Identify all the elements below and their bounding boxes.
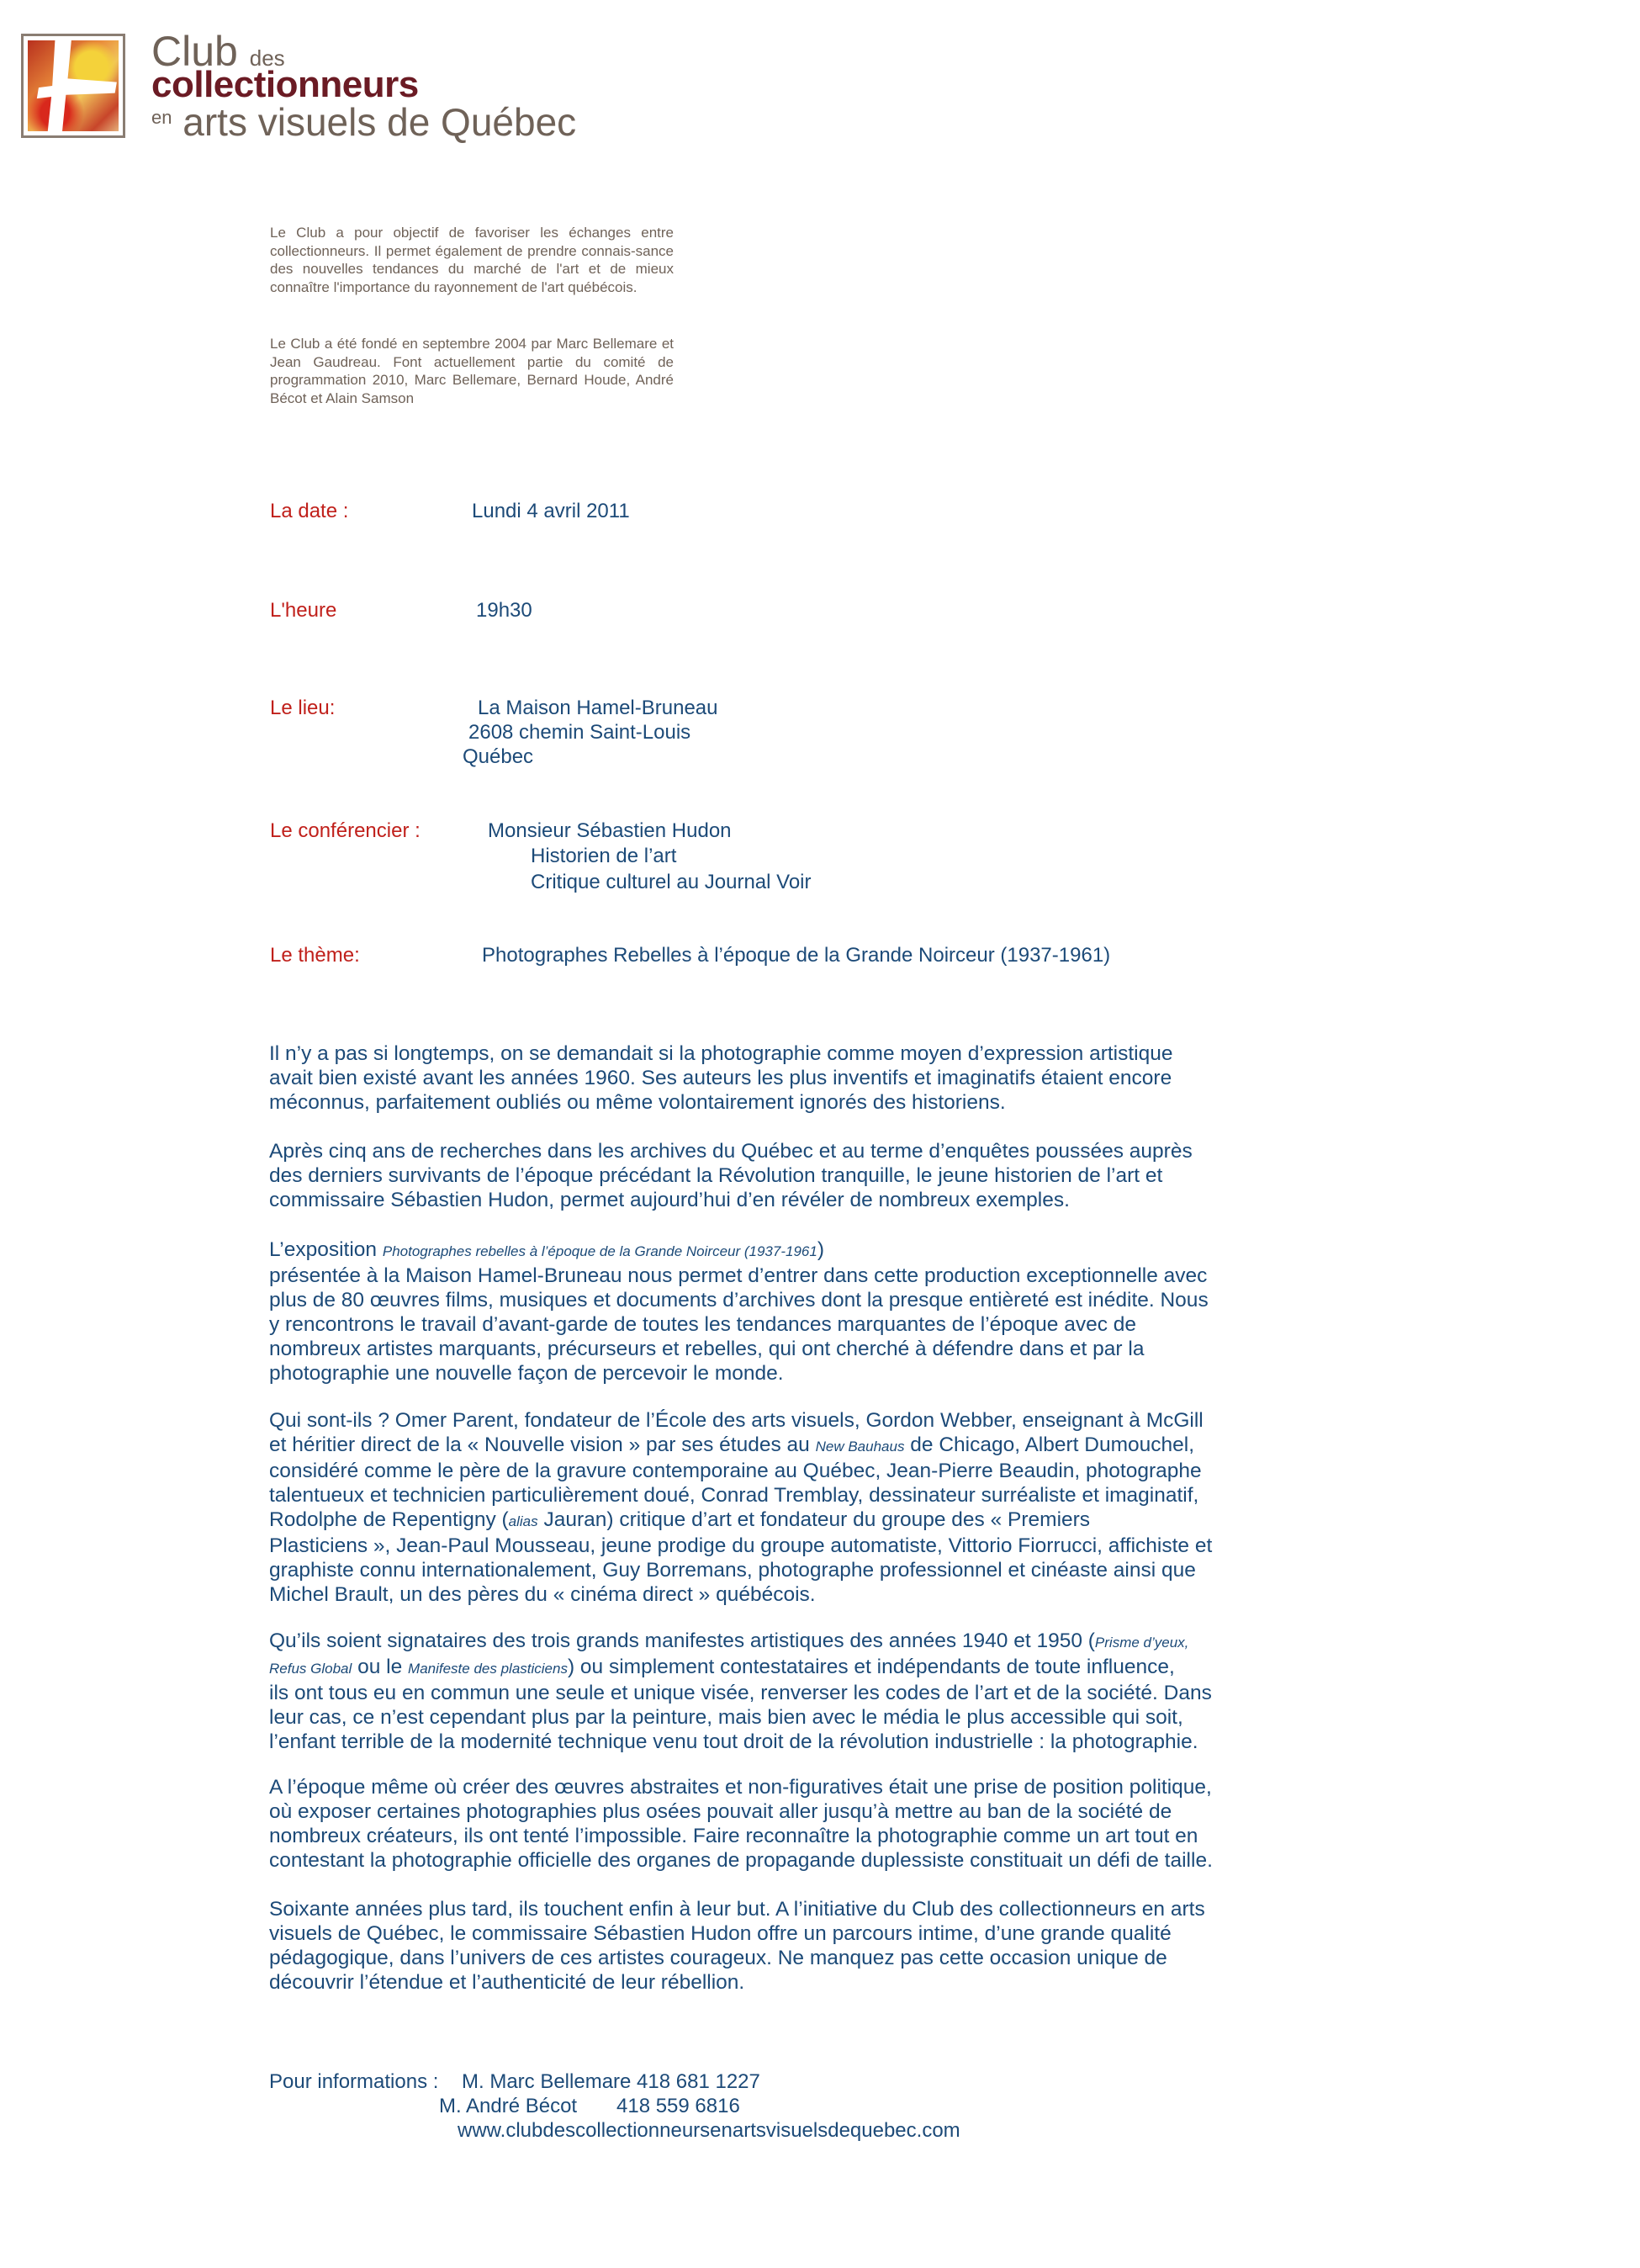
date-label: La date : <box>270 500 349 522</box>
paragraph-line <box>269 1508 1212 1534</box>
text-run: commissaire Sébastien Hudon, permet aujourd’hui d’en révéler de nombreux exemples. <box>269 1189 1070 1211</box>
body-paragraph <box>269 1408 1212 1607</box>
paragraph-line <box>269 1775 1213 1799</box>
paragraph-line <box>269 1163 1193 1188</box>
place-line: Québec <box>463 745 534 768</box>
speaker-line: Monsieur Sébastien Hudon <box>488 819 732 842</box>
paragraph-line <box>269 1655 1212 1681</box>
body-paragraph <box>269 1237 1209 1386</box>
paragraph-line <box>269 1848 1213 1873</box>
text-run: ou le <box>352 1656 409 1678</box>
logo-text-arts-visuels: $^{en}$ arts visuels de Québec <box>151 100 577 144</box>
body-paragraph <box>269 1041 1173 1115</box>
paragraph-line <box>269 1730 1212 1754</box>
text-run: pédagogique, dans l’univers de ces artistes courageux. Ne manquez pas cette occasion unique de <box>269 1947 1167 1969</box>
text-run: nombreux artistes marquants, précurseurs et rebelles, qui ont cherché à défendre dans et par la <box>269 1338 1145 1360</box>
paragraph-line <box>269 1946 1205 1970</box>
text-run: de Chicago, Albert Dumouchel, <box>904 1433 1195 1456</box>
contact-becot-phone: 418 559 6816 <box>616 2095 740 2117</box>
text-run: Plasticiens », Jean-Paul Mousseau, jeune prodige du groupe automatiste, Vittorio Fiorrucci, affichiste et <box>269 1534 1213 1557</box>
text-run: considéré comme le père de la gravure contemporaine au Québec, Jean-Pierre Beaudin, photographe <box>269 1460 1202 1482</box>
paragraph-line <box>269 1921 1205 1946</box>
body-paragraph <box>269 1775 1213 1873</box>
paragraph-line <box>269 1681 1212 1705</box>
text-run: méconnus, parfaitement oubliés ou même volontairement ignorés des historiens. <box>269 1091 1006 1114</box>
text-run: Michel Brault, un des pères du « cinéma direct » québécois. <box>269 1583 816 1606</box>
theme-label: Le thème: <box>270 944 360 967</box>
paragraph-line <box>269 1041 1173 1066</box>
text-run: ) ou simplement contestataires et indépendants de toute influence, <box>567 1656 1175 1678</box>
text-run: Rodolphe de Repentigny ( <box>269 1508 509 1531</box>
paragraph-line <box>269 1433 1212 1459</box>
paragraph-line <box>269 1337 1209 1361</box>
paragraph-line <box>269 1534 1212 1558</box>
speaker-line: Critique culturel au Journal Voir <box>531 871 812 893</box>
text-run: Jauran) critique d’art et fondateur du groupe des « Premiers <box>537 1508 1091 1531</box>
italic-title-text: Refus Global <box>269 1661 352 1677</box>
time-label: L'heure <box>270 599 337 622</box>
text-run: Après cinq ans de recherches dans les archives du Québec et au terme d’enquêtes poussées auprès <box>269 1140 1193 1163</box>
body-paragraph <box>269 1629 1212 1754</box>
body-paragraph <box>269 1897 1205 1995</box>
italic-title-text: New Bauhaus <box>815 1439 905 1455</box>
date-value: Lundi 4 avril 2011 <box>472 500 630 522</box>
contact-label: Pour informations : <box>269 2070 439 2093</box>
text-run: leur cas, ce n’est cependant plus par la peinture, mais bien avec le média le plus accessible qui soit, <box>269 1706 1183 1729</box>
text-run: Qu’ils soient signataires des trois grands manifestes artistiques des années 1940 et 1950 ( <box>269 1629 1095 1652</box>
logo-artwork <box>28 40 119 131</box>
text-run: et héritier direct de la « Nouvelle vision » par ses études au <box>269 1433 816 1456</box>
paragraph-line <box>269 1066 1173 1090</box>
place-label: Le lieu: <box>270 697 336 719</box>
text-run: graphiste connu internationalement, Guy Borremans, photographe professionnel et cinéaste ainsi que <box>269 1559 1196 1582</box>
contact-bellemare: M. Marc Bellemare 418 681 1227 <box>462 2070 760 2093</box>
text-run: Qui sont-ils ? Omer Parent, fondateur de l’École des arts visuels, Gordon Webber, enseignant à McGill <box>269 1409 1204 1432</box>
paragraph-line <box>269 1288 1209 1312</box>
theme-value: Photographes Rebelles à l’époque de la Grande Noirceur (1937-1961) <box>482 944 1111 967</box>
club-logo-mark <box>21 34 125 138</box>
italic-title-text: Manifeste des plasticiens <box>408 1661 568 1677</box>
paragraph-line <box>269 1139 1193 1163</box>
paragraph-line <box>269 1705 1212 1730</box>
text-run: plus de 80 œuvres films, musiques et documents d’archives dont la presque entièreté est inédite. Nous <box>269 1289 1209 1312</box>
text-run: Soixante années plus tard, ils touchent enfin à leur but. A l’initiative du Club des collectionneurs en arts <box>269 1898 1205 1921</box>
paragraph-line <box>269 1582 1212 1607</box>
text-run: ) <box>817 1238 824 1261</box>
logo-text-club: Club des <box>151 28 285 75</box>
italic-title-text: Photographes rebelles à l’époque de la Grande Noirceur (1937-1961 <box>382 1243 817 1259</box>
text-run: nombreux créateurs, ils ont tenté l’impossible. Faire reconnaître la photographie comme un art tout en <box>269 1825 1198 1847</box>
paragraph-line <box>269 1361 1209 1386</box>
paragraph-line <box>269 1824 1213 1848</box>
paragraph-line <box>269 1312 1209 1337</box>
text-run: l’enfant terrible de la modernité technique venu tout droit de la révolution industrielle : la photographie. <box>269 1730 1198 1753</box>
intro-paragraph-founding: Le Club a été fondé en septembre 2004 par Marc Bellemare et Jean Gaudreau. Font actuellement partie du comité de programmation 2010, Marc Bellemare, Bernard Houde, André Bécot et Alain Samson <box>270 336 674 406</box>
intro-paragraph-objective: Le Club a pour objectif de favoriser les échanges entre collectionneurs. Il permet également de prendre connais-sance des nouvelles tendances du marché de l'art et de mieux connaître l'importance du rayonnement de l'art québécois. <box>270 225 674 295</box>
place-line: 2608 chemin Saint-Louis <box>468 721 691 744</box>
time-value: 19h30 <box>476 599 532 622</box>
paragraph-line <box>269 1237 1209 1264</box>
paragraph-line <box>269 1090 1173 1115</box>
text-run: photographie une nouvelle façon de percevoir le monde. <box>269 1362 784 1385</box>
paragraph-line <box>269 1188 1193 1212</box>
paragraph-line <box>269 1799 1213 1824</box>
text-run: A l’époque même où créer des œuvres abstraites et non-figuratives était une prise de position politique, <box>269 1776 1212 1799</box>
text-run: avait bien existé avant les années 1960. Ses auteurs les plus inventifs et imaginatifs étaient encore <box>269 1067 1172 1089</box>
italic-title-text: alias <box>508 1513 538 1529</box>
paragraph-line <box>269 1897 1205 1921</box>
contact-becot-name: M. André Bécot <box>439 2095 578 2117</box>
text-run: visuels de Québec, le commissaire Sébastien Hudon offre un parcours intime, d’une grande qualité <box>269 1922 1172 1945</box>
paragraph-line <box>269 1483 1212 1508</box>
text-run: L’exposition <box>269 1238 383 1261</box>
text-run: y rencontrons le travail d’avant-garde de toutes les tendances marquantes de l’époque avec de <box>269 1313 1137 1336</box>
letter-a-logo-icon <box>28 40 119 131</box>
logo-text-collectionneurs: collectionneurs <box>151 64 419 105</box>
italic-title-text: Prisme d’yeux, <box>1094 1635 1189 1651</box>
text-run: présentée à la Maison Hamel-Bruneau nous permet d’entrer dans cette production exceptionnelle avec <box>269 1264 1208 1287</box>
paragraph-line <box>269 1459 1212 1483</box>
text-run: talentueux et technicien particulièrement doué, Conrad Tremblay, dessinateur surréaliste et imaginatif, <box>269 1484 1199 1507</box>
paragraph-line <box>269 1629 1212 1655</box>
paragraph-line <box>269 1558 1212 1582</box>
speaker-line: Historien de l’art <box>531 845 677 867</box>
text-run: découvrir l’étendue et l’authenticité de leur rébellion. <box>269 1971 745 1994</box>
place-line: La Maison Hamel-Bruneau <box>478 697 718 719</box>
paragraph-line <box>269 1264 1209 1288</box>
paragraph-line <box>269 1970 1205 1995</box>
body-paragraph <box>269 1139 1193 1212</box>
text-run: Il n’y a pas si longtemps, on se demandait si la photographie comme moyen d’expression artistique <box>269 1042 1173 1065</box>
text-run: où exposer certaines photographies plus osées pouvait aller jusqu’à mettre au ban de la société de <box>269 1800 1172 1823</box>
text-run: contestant la photographie officielle des organes de propagande duplessiste constituait un défi de taille. <box>269 1849 1213 1872</box>
paragraph-line <box>269 1408 1212 1433</box>
website-link[interactable]: www.clubdescollectionneursenartsvisuelsdequebec.com <box>458 2119 960 2142</box>
text-run: ils ont tous eu en commun une seule et unique visée, renverser les codes de l’art et de la société. Dans <box>269 1682 1212 1704</box>
speaker-label: Le conférencier : <box>270 819 421 842</box>
text-run: des derniers survivants de l’époque précédant la Révolution tranquille, le jeune historien de l’art et <box>269 1164 1163 1187</box>
